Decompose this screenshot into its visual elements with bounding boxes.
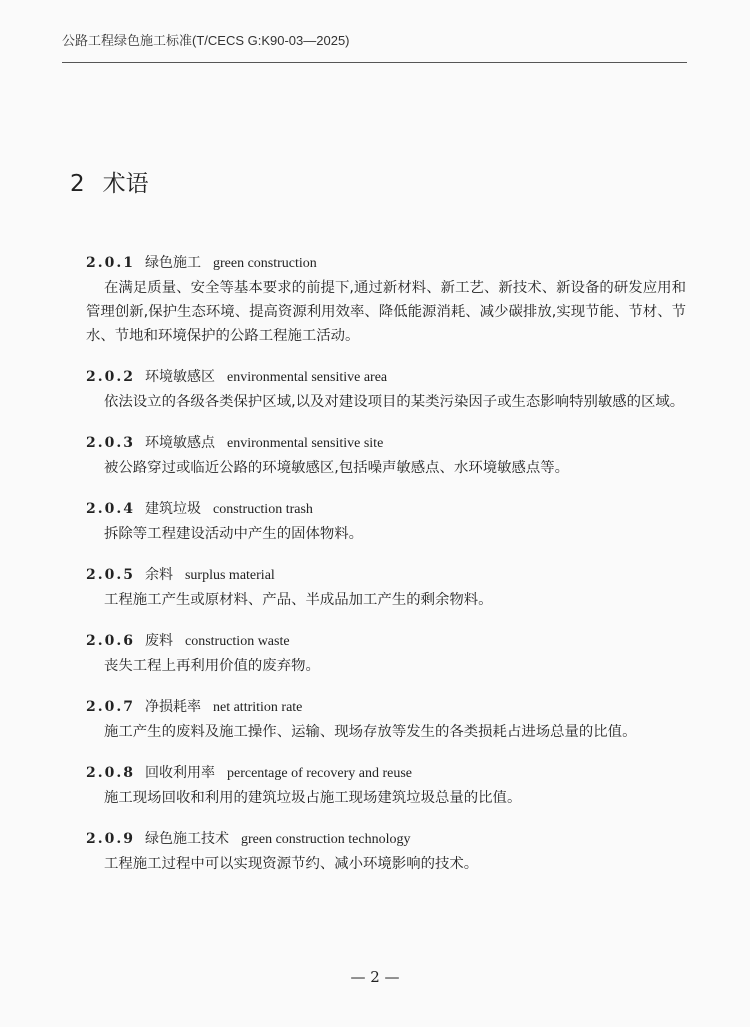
term-entry <box>86 763 686 810</box>
term-number: 2.0.4 <box>86 501 135 517</box>
term-chinese: 绿色施工 <box>144 255 201 271</box>
term-chinese: 绿色施工技术 <box>144 831 229 847</box>
term-number: 2.0.9 <box>86 831 135 847</box>
term-definition: 工程施工产生或原材料、产品、半成品加工产生的剩余物料。 <box>104 592 493 608</box>
term-entry <box>86 565 686 612</box>
running-header: 公路工程绿色施工标准(T/CECS G:K90-03—2025) <box>62 33 350 48</box>
term-definition: 丧失工程上再利用价值的废弃物。 <box>104 658 320 674</box>
header-divider <box>62 62 687 63</box>
page-number: — 2 — <box>350 968 400 986</box>
term-definition: 施工产生的废料及施工操作、运输、现场存放等发生的各类损耗占进场总量的比值。 <box>104 724 637 740</box>
term-chinese: 净损耗率 <box>144 699 201 715</box>
term-definition: 依法设立的各级各类保护区域,以及对建设项目的某类污染因子或生态影响特别敏感的区域。 <box>104 394 685 410</box>
term-english: environmental sensitive site <box>226 436 384 451</box>
term-number: 2.0.5 <box>86 567 135 583</box>
term-entry <box>86 829 686 876</box>
term-entry <box>86 697 686 744</box>
term-entry <box>86 499 686 546</box>
term-entry <box>86 433 686 480</box>
term-english: surplus material <box>184 568 275 583</box>
term-number: 2.0.3 <box>86 435 135 451</box>
chapter-number: 2 <box>70 171 85 198</box>
term-number: 2.0.2 <box>86 369 135 385</box>
term-definition: 拆除等工程建设活动中产生的固体物料。 <box>104 526 364 542</box>
term-english: environmental sensitive area <box>226 370 388 385</box>
term-chinese: 环境敏感区 <box>144 369 215 385</box>
term-entry <box>86 253 686 348</box>
term-entry <box>86 631 686 678</box>
term-english: green construction <box>212 256 317 271</box>
term-definition: 被公路穿过或临近公路的环境敏感区,包括噪声敏感点、水环境敏感点等。 <box>104 460 570 476</box>
term-chinese: 废料 <box>144 633 173 649</box>
term-chinese: 回收利用率 <box>144 765 215 781</box>
chapter-title: 术语 <box>102 171 149 198</box>
chapter-heading <box>70 165 149 198</box>
term-chinese: 余料 <box>144 567 173 583</box>
term-number: 2.0.6 <box>86 633 135 649</box>
term-english: green construction technology <box>240 832 411 847</box>
term-english: net attrition rate <box>212 700 303 715</box>
term-entry <box>86 367 686 414</box>
term-definition: 施工现场回收和利用的建筑垃圾占施工现场建筑垃圾总量的比值。 <box>104 790 522 806</box>
term-english: construction waste <box>184 634 290 649</box>
term-chinese: 建筑垃圾 <box>144 501 201 517</box>
term-english: percentage of recovery and reuse <box>226 766 412 781</box>
term-english: construction trash <box>212 502 313 517</box>
term-definition: 工程施工过程中可以实现资源节约、减小环境影响的技术。 <box>104 856 479 872</box>
term-number: 2.0.8 <box>86 765 135 781</box>
term-chinese: 环境敏感点 <box>144 435 215 451</box>
term-definition: 在满足质量、安全等基本要求的前提下,通过新材料、新工艺、新技术、新设备的研发应用和管理创新,保护生态环境、提高资源利用效率、降低能源消耗、减少碳排放,实现节能、节材、节水、节地和环境保护的公路工程施工活动。 <box>86 280 686 344</box>
term-number: 2.0.1 <box>86 255 135 271</box>
terms-list <box>86 253 686 895</box>
term-number: 2.0.7 <box>86 699 135 715</box>
